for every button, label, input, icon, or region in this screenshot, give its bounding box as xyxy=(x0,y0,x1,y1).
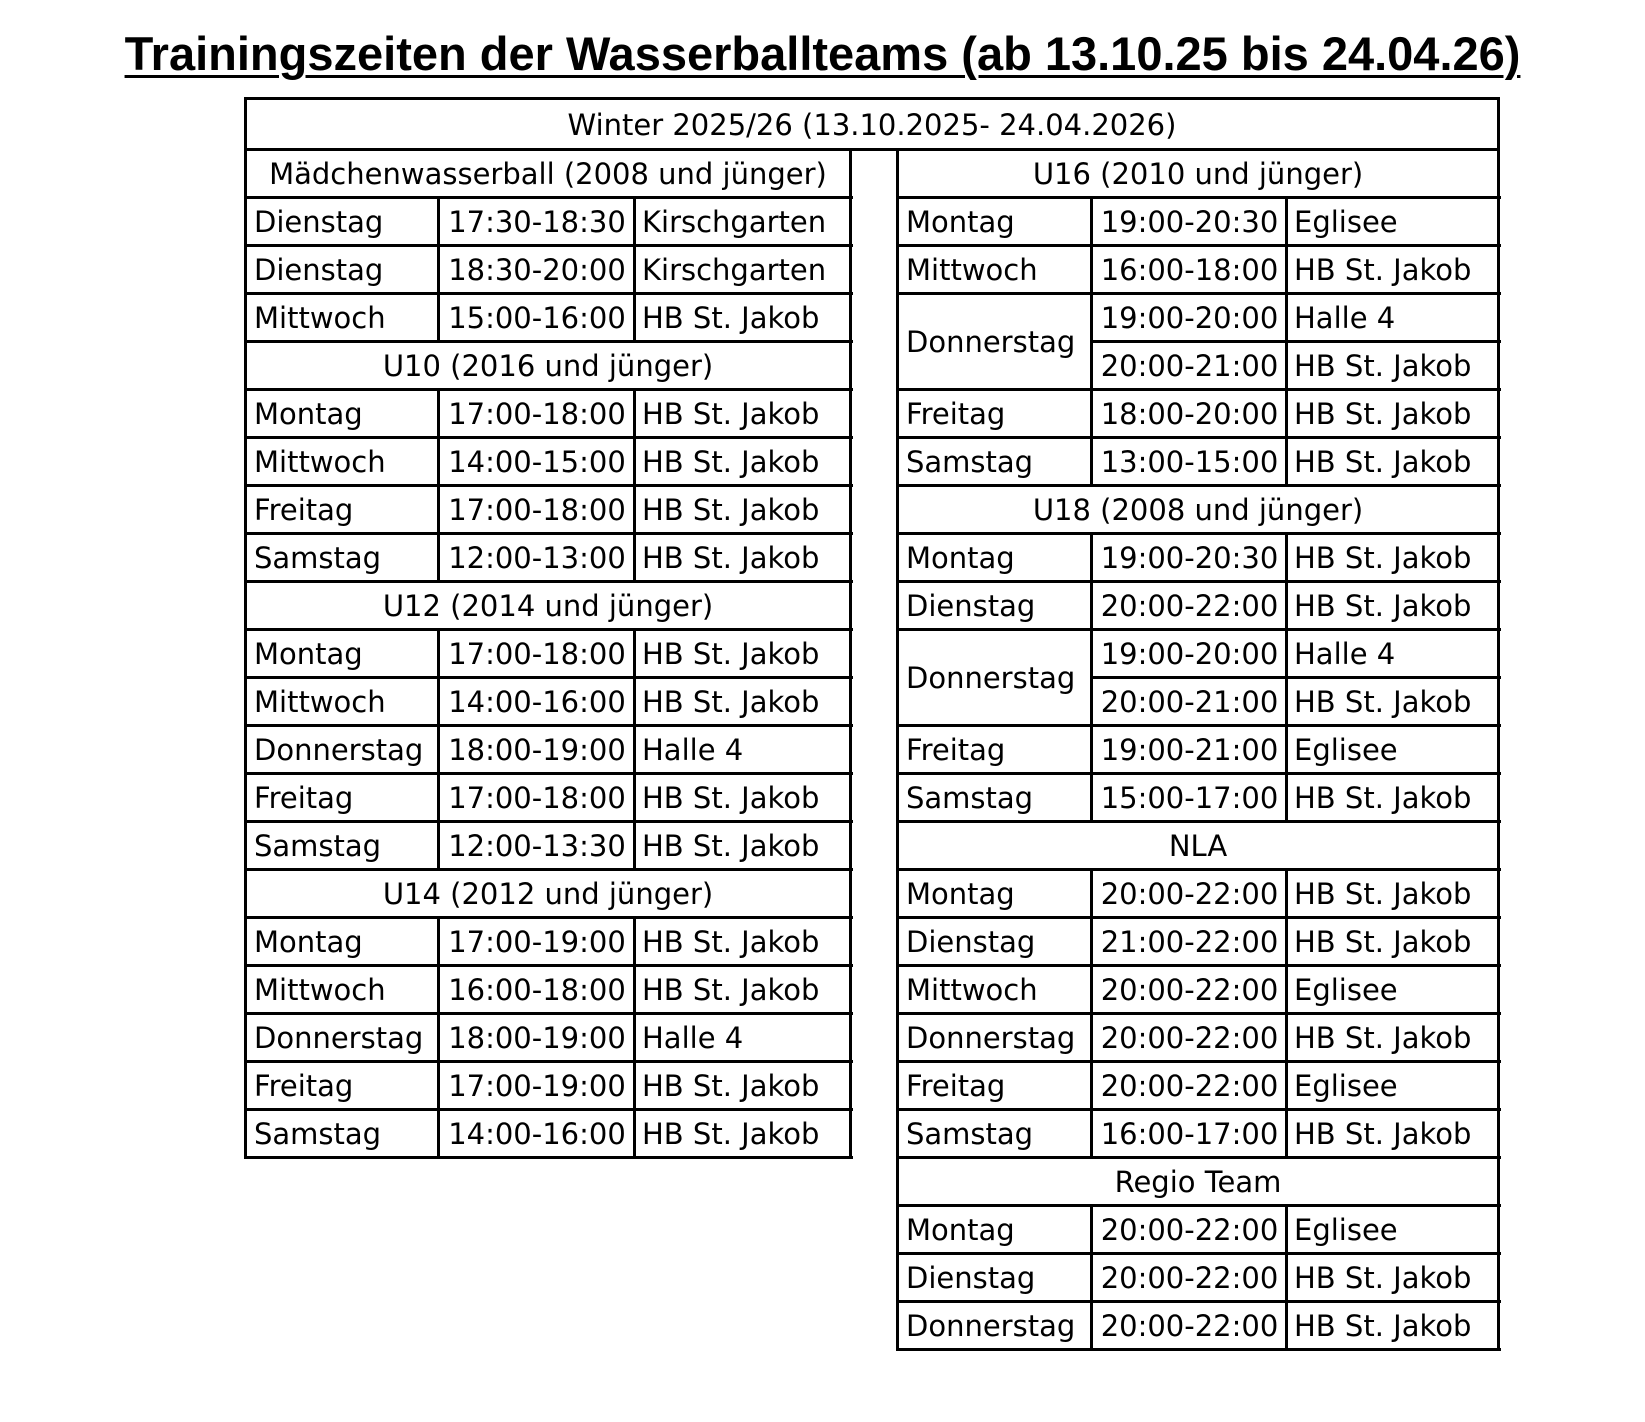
location-cell: HB St. Jakob xyxy=(642,781,820,815)
day-cell: Mittwoch xyxy=(254,973,386,1007)
location-cell: Eglisee xyxy=(1294,1069,1398,1103)
location-cell: HB St. Jakob xyxy=(1294,1021,1472,1055)
row-divider xyxy=(896,916,1501,919)
time-cell: 19:00-21:00 xyxy=(1100,733,1279,767)
time-cell: 19:00-20:30 xyxy=(1100,205,1279,239)
group-title-divider xyxy=(244,628,853,631)
row-divider xyxy=(244,1060,853,1063)
day-cell: Freitag xyxy=(906,1069,1006,1103)
column-divider xyxy=(1285,1204,1288,1350)
day-cell: Donnerstag xyxy=(906,1309,1076,1343)
time-cell: 15:00-17:00 xyxy=(1100,781,1279,815)
row-divider xyxy=(244,724,853,727)
column-divider xyxy=(633,388,636,582)
time-cell: 18:00-19:00 xyxy=(448,733,626,767)
column-divider xyxy=(1090,868,1093,1158)
row-divider xyxy=(244,1012,853,1015)
day-cell: Mittwoch xyxy=(254,301,386,335)
time-cell: 17:00-19:00 xyxy=(448,1069,626,1103)
row-divider xyxy=(244,1108,853,1111)
column-divider xyxy=(437,916,440,1158)
row-divider xyxy=(896,628,1501,631)
group-title: U14 (2012 und jünger) xyxy=(382,877,714,911)
location-cell: HB St. Jakob xyxy=(1294,1261,1472,1295)
day-cell: Freitag xyxy=(254,781,354,815)
day-cell: Samstag xyxy=(906,1117,1034,1151)
location-cell: HB St. Jakob xyxy=(1294,1309,1472,1343)
location-cell: Eglisee xyxy=(1294,973,1398,1007)
day-cell: Donnerstag xyxy=(906,325,1076,359)
row-divider xyxy=(244,1156,853,1159)
row-divider xyxy=(896,820,1501,823)
row-divider xyxy=(896,436,1501,439)
time-cell: 17:00-18:00 xyxy=(448,781,626,815)
location-cell: HB St. Jakob xyxy=(642,301,820,335)
location-cell: HB St. Jakob xyxy=(1294,445,1472,479)
location-cell: HB St. Jakob xyxy=(642,925,820,959)
time-cell: 17:00-18:00 xyxy=(448,637,626,671)
group-title: NLA xyxy=(1168,829,1228,863)
location-cell: HB St. Jakob xyxy=(642,637,820,671)
location-cell: HB St. Jakob xyxy=(1294,349,1472,383)
group-title-divider xyxy=(244,916,853,919)
column-divider xyxy=(1090,1204,1093,1350)
day-cell: Montag xyxy=(254,637,363,671)
column-divider xyxy=(633,196,636,342)
time-cell: 14:00-16:00 xyxy=(448,1117,626,1151)
row-divider xyxy=(896,292,1501,295)
time-cell: 14:00-15:00 xyxy=(448,445,626,479)
group-title-divider xyxy=(896,868,1501,871)
day-cell: Montag xyxy=(906,541,1015,575)
row-divider xyxy=(896,484,1501,487)
day-cell: Samstag xyxy=(254,541,382,575)
time-cell: 18:30-20:00 xyxy=(448,253,626,287)
location-cell: HB St. Jakob xyxy=(1294,925,1472,959)
group-title-divider xyxy=(244,388,853,391)
time-cell: 20:00-22:00 xyxy=(1100,1021,1279,1055)
location-cell: HB St. Jakob xyxy=(642,1117,820,1151)
time-cell: 20:00-22:00 xyxy=(1100,973,1279,1007)
group-title: U12 (2014 und jünger) xyxy=(382,589,714,623)
day-cell: Mittwoch xyxy=(906,253,1038,287)
time-cell: 17:30-18:30 xyxy=(448,205,626,239)
time-cell: 20:00-22:00 xyxy=(1100,1213,1279,1247)
row-divider xyxy=(896,1060,1501,1063)
location-cell: HB St. Jakob xyxy=(1294,541,1472,575)
column-divider xyxy=(633,916,636,1158)
column-divider xyxy=(1285,196,1288,486)
location-cell: HB St. Jakob xyxy=(642,493,820,527)
row-divider xyxy=(896,1012,1501,1015)
day-cell: Montag xyxy=(906,205,1015,239)
location-cell: Kirschgarten xyxy=(642,205,827,239)
row-divider xyxy=(244,340,853,343)
row-divider xyxy=(896,772,1501,775)
day-cell: Mittwoch xyxy=(254,685,386,719)
location-cell: Halle 4 xyxy=(642,733,744,767)
slot-divider xyxy=(1091,676,1501,679)
location-cell: Kirschgarten xyxy=(642,253,827,287)
time-cell: 21:00-22:00 xyxy=(1100,925,1279,959)
day-cell: Montag xyxy=(906,877,1015,911)
day-cell: Donnerstag xyxy=(906,661,1076,695)
row-divider xyxy=(896,1252,1501,1255)
location-cell: HB St. Jakob xyxy=(642,685,820,719)
row-divider xyxy=(244,676,853,679)
row-divider xyxy=(244,820,853,823)
day-cell: Freitag xyxy=(906,397,1006,431)
row-divider xyxy=(896,1300,1501,1303)
time-cell: 20:00-22:00 xyxy=(1100,1309,1279,1343)
location-cell: Halle 4 xyxy=(1294,637,1396,671)
group-title-divider xyxy=(896,1204,1501,1207)
location-cell: HB St. Jakob xyxy=(642,445,820,479)
row-divider xyxy=(896,1156,1501,1159)
location-cell: Eglisee xyxy=(1294,1213,1398,1247)
row-divider xyxy=(896,580,1501,583)
column-divider xyxy=(437,196,440,342)
row-divider xyxy=(896,724,1501,727)
time-cell: 17:00-18:00 xyxy=(448,493,626,527)
day-cell: Donnerstag xyxy=(906,1021,1076,1055)
day-cell: Dienstag xyxy=(254,253,384,287)
day-cell: Donnerstag xyxy=(254,733,424,767)
day-cell: Mittwoch xyxy=(906,973,1038,1007)
time-cell: 12:00-13:30 xyxy=(448,829,626,863)
time-cell: 16:00-18:00 xyxy=(448,973,626,1007)
column-divider xyxy=(1285,532,1288,822)
day-cell: Freitag xyxy=(906,733,1006,767)
row-divider xyxy=(244,244,853,247)
location-cell: HB St. Jakob xyxy=(642,1069,820,1103)
day-cell: Dienstag xyxy=(906,925,1036,959)
time-cell: 14:00-16:00 xyxy=(448,685,626,719)
day-cell: Samstag xyxy=(906,781,1034,815)
group-title-divider xyxy=(896,532,1501,535)
time-cell: 16:00-18:00 xyxy=(1100,253,1279,287)
time-cell: 13:00-15:00 xyxy=(1100,445,1279,479)
location-cell: Halle 4 xyxy=(642,1021,744,1055)
day-cell: Samstag xyxy=(906,445,1034,479)
row-divider xyxy=(244,580,853,583)
location-cell: HB St. Jakob xyxy=(1294,685,1472,719)
day-cell: Donnerstag xyxy=(254,1021,424,1055)
time-cell: 15:00-16:00 xyxy=(448,301,626,335)
time-cell: 20:00-21:00 xyxy=(1100,685,1279,719)
column-divider xyxy=(437,388,440,582)
row-divider xyxy=(244,868,853,871)
time-cell: 18:00-19:00 xyxy=(448,1021,626,1055)
row-divider xyxy=(896,1108,1501,1111)
location-cell: HB St. Jakob xyxy=(1294,253,1472,287)
day-cell: Montag xyxy=(254,925,363,959)
day-cell: Dienstag xyxy=(254,205,384,239)
location-cell: HB St. Jakob xyxy=(642,973,820,1007)
group-title: U18 (2008 und jünger) xyxy=(1032,493,1364,527)
location-cell: HB St. Jakob xyxy=(642,397,820,431)
row-divider xyxy=(896,1348,1501,1351)
column-divider xyxy=(1285,868,1288,1158)
time-cell: 17:00-19:00 xyxy=(448,925,626,959)
location-cell: Halle 4 xyxy=(1294,301,1396,335)
time-cell: 20:00-22:00 xyxy=(1100,1261,1279,1295)
row-divider xyxy=(896,388,1501,391)
day-cell: Freitag xyxy=(254,493,354,527)
location-cell: HB St. Jakob xyxy=(642,541,820,575)
location-cell: Eglisee xyxy=(1294,733,1398,767)
location-cell: HB St. Jakob xyxy=(1294,877,1472,911)
day-cell: Montag xyxy=(254,397,363,431)
row-divider xyxy=(896,964,1501,967)
location-cell: HB St. Jakob xyxy=(1294,589,1472,623)
time-cell: 17:00-18:00 xyxy=(448,397,626,431)
slot-divider xyxy=(1091,340,1501,343)
column-divider xyxy=(633,628,636,870)
group-title: Regio Team xyxy=(1114,1165,1282,1199)
group-title: Mädchenwasserball (2008 und jünger) xyxy=(269,157,827,191)
season-header: Winter 2025/26 (13.10.2025- 24.04.2026) xyxy=(567,107,1177,142)
row-divider xyxy=(244,292,853,295)
page-title: Trainingszeiten der Wasserballteams (ab 13.10.25 bis 24.04.26) xyxy=(124,27,1521,80)
day-cell: Montag xyxy=(906,1213,1015,1247)
time-cell: 19:00-20:00 xyxy=(1100,301,1279,335)
day-cell: Dienstag xyxy=(906,1261,1036,1295)
row-divider xyxy=(244,772,853,775)
time-cell: 20:00-22:00 xyxy=(1100,1069,1279,1103)
row-divider xyxy=(244,964,853,967)
location-cell: HB St. Jakob xyxy=(1294,781,1472,815)
time-cell: 19:00-20:30 xyxy=(1100,541,1279,575)
day-cell: Samstag xyxy=(254,1117,382,1151)
column-divider xyxy=(437,628,440,870)
group-title: U10 (2016 und jünger) xyxy=(382,349,714,383)
location-cell: HB St. Jakob xyxy=(642,829,820,863)
row-divider xyxy=(244,436,853,439)
row-divider xyxy=(244,484,853,487)
day-cell: Dienstag xyxy=(906,589,1036,623)
row-divider xyxy=(896,244,1501,247)
time-cell: 19:00-20:00 xyxy=(1100,637,1279,671)
time-cell: 12:00-13:00 xyxy=(448,541,626,575)
day-cell: Freitag xyxy=(254,1069,354,1103)
group-title-divider xyxy=(244,196,853,199)
location-cell: HB St. Jakob xyxy=(1294,1117,1472,1151)
time-cell: 18:00-20:00 xyxy=(1100,397,1279,431)
time-cell: 20:00-21:00 xyxy=(1100,349,1279,383)
row-divider xyxy=(244,532,853,535)
group-title: U16 (2010 und jünger) xyxy=(1032,157,1364,191)
day-cell: Samstag xyxy=(254,829,382,863)
column-divider xyxy=(1090,532,1093,822)
time-cell: 16:00-17:00 xyxy=(1100,1117,1279,1151)
time-cell: 20:00-22:00 xyxy=(1100,589,1279,623)
location-cell: Eglisee xyxy=(1294,205,1398,239)
group-title-divider xyxy=(896,196,1501,199)
column-divider xyxy=(1090,196,1093,486)
location-cell: HB St. Jakob xyxy=(1294,397,1472,431)
time-cell: 20:00-22:00 xyxy=(1100,877,1279,911)
day-cell: Mittwoch xyxy=(254,445,386,479)
